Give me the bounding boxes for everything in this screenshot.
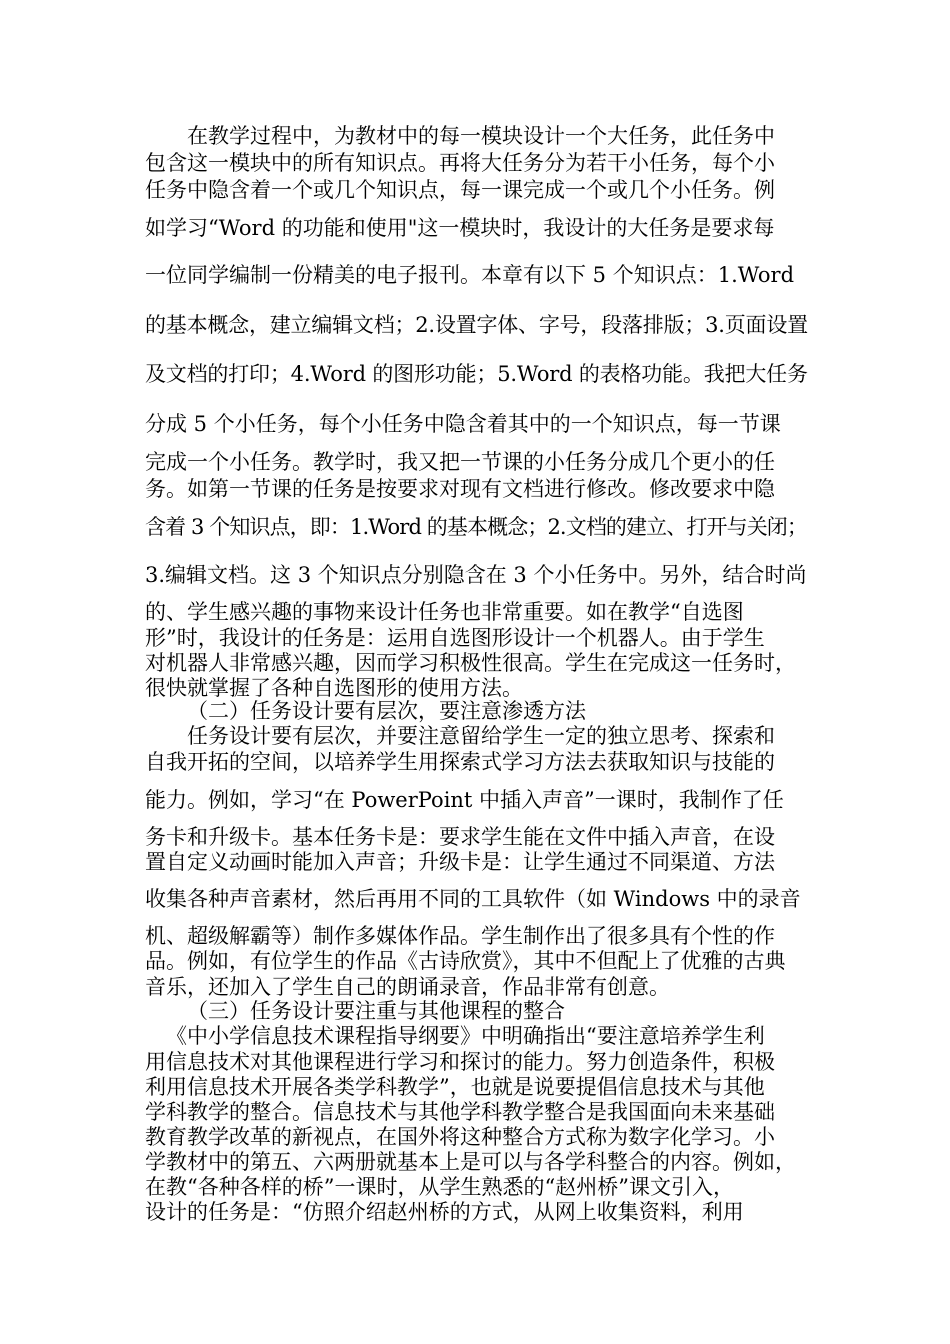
text-line: 形”时，我设计的任务是：运用自选图形设计一个机器人。由于学生 (145, 626, 765, 650)
text-line: 一位同学编制一份精美的电子报刊。本章有以下 5 个知识点：1.Word (145, 263, 795, 287)
text-line: 含着 3 个知识点，即：1.Word 的基本概念；2.文档的建立、打开与关闭； (145, 515, 808, 539)
text-line: 自我开拓的空间，以培养学生用探索式学习方法去获取知识与技能的 (145, 750, 775, 774)
text-line: 置自定义动画时能加入声音；升级卡是：让学生通过不同渠道、方法 (145, 850, 775, 874)
text-line: 音乐，还加入了学生自己的朗诵录音，作品非常有创意。 (145, 975, 670, 999)
text-line: 收集各种声音素材，然后再用不同的工具软件（如 Windows 中的录音 (145, 887, 801, 911)
text-line: 机、超级解霸等）制作多媒体作品。学生制作出了很多具有个性的作 (145, 924, 775, 948)
text-line: 学教材中的第五、六两册就基本上是可以与各学科整合的内容。例如， (145, 1150, 796, 1174)
text-line: 务卡和升级卡。基本任务卡是：要求学生能在文件中插入声音，在设 (145, 825, 775, 849)
section-heading: （二）任务设计要有层次，要注意渗透方法 (187, 699, 586, 723)
text-line: 及文档的打印；4.Word 的图形功能；5.Word 的表格功能。我把大任务 (145, 362, 808, 386)
text-line: 利用信息技术开展各类学科教学”，也就是说要提倡信息技术与其他 (145, 1075, 765, 1099)
text-line: 在教“各种各样的桥”一课时，从学生熟悉的“赵州桥”课文引入， (145, 1175, 734, 1199)
text-line: 用信息技术对其他课程进行学习和探讨的能力。努力创造条件，积极 (145, 1050, 775, 1074)
text-line: 设计的任务是：“仿照介绍赵州桥的方式，从网上收集资料，利用 (145, 1200, 744, 1224)
text-line: 务。如第一节课的任务是按要求对现有文档进行修改。修改要求中隐 (145, 477, 775, 501)
text-line: 任务设计要有层次，并要注意留给学生一定的独立思考、探索和 (187, 724, 775, 748)
text-line: 的、学生感兴趣的事物来设计任务也非常重要。如在教学“自选图 (145, 600, 744, 624)
text-line: 教育教学改革的新视点，在国外将这种整合方式称为数字化学习。小 (145, 1125, 775, 1149)
text-line: 分成 5 个小任务，每个小任务中隐含着其中的一个知识点，每一节课 (145, 412, 781, 436)
text-line: 《中小学信息技术课程指导纲要》中明确指出“要注意培养学生利 (166, 1024, 765, 1048)
text-line: 很快就掌握了各种自选图形的使用方法。 (145, 676, 523, 700)
text-line: 品。例如，有位学生的作品《古诗欣赏》，其中不但配上了优雅的古典 (145, 949, 786, 973)
text-line: 的基本概念，建立编辑文档；2.设置字体、字号，段落排版；3.页面设置 (145, 313, 808, 337)
text-line: 对机器人非常感兴趣，因而学习积极性很高。学生在完成这一任务时， (145, 651, 796, 675)
text-line: 如学习“Word 的功能和使用"这一模块时，我设计的大任务是要求每 (145, 216, 775, 240)
text-line: 在教学过程中，为教材中的每一模块设计一个大任务，此任务中 (187, 124, 775, 148)
text-line: 能力。例如，学习“在 PowerPoint 中插入声音”一课时，我制作了任 (145, 788, 784, 812)
text-line: 3.编辑文档。这 3 个知识点分别隐含在 3 个小任务中。另外，结合时尚 (145, 563, 807, 587)
section-heading: （三）任务设计要注重与其他课程的整合 (187, 999, 565, 1023)
text-line: 学科教学的整合。信息技术与其他学科教学整合是我国面向未来基础 (145, 1100, 775, 1124)
text-line: 包含这一模块中的所有知识点。再将大任务分为若干小任务，每个小 (145, 151, 775, 175)
text-line: 完成一个小任务。教学时，我又把一节课的小任务分成几个更小的任 (145, 450, 775, 474)
text-line: 任务中隐含着一个或几个知识点，每一课完成一个或几个小任务。例 (145, 178, 775, 202)
